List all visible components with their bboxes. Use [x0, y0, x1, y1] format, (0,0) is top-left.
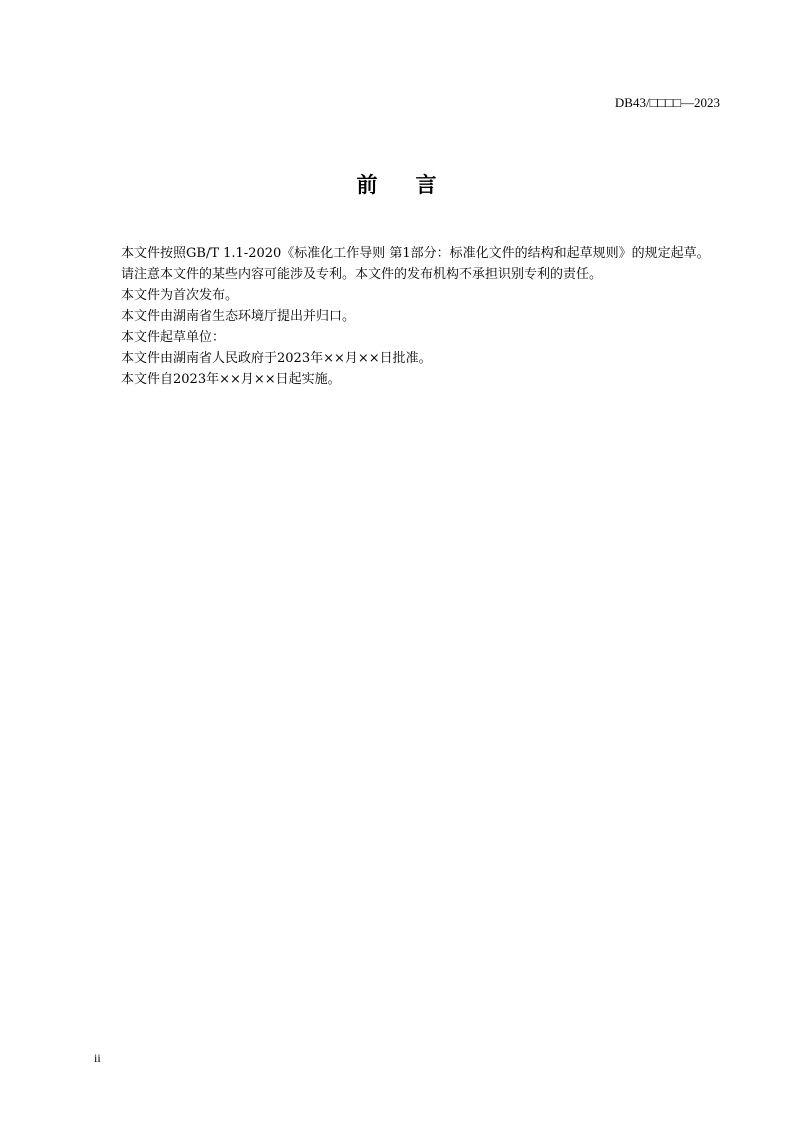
page-number: ii [94, 1051, 101, 1065]
paragraph-drafting-units: 本文件起草单位： [121, 330, 226, 345]
paragraph-approval: 本文件由湖南省人民政府于2023年××月××日批准。 [121, 351, 432, 366]
paragraph-patent-notice: 请注意本文件的某些内容可能涉及专利。本文件的发布机构不承担识别专利的责任。 [121, 267, 603, 282]
paragraph-first-release: 本文件为首次发布。 [121, 288, 239, 303]
page-title: 前言 [356, 173, 475, 197]
paragraph-proposer: 本文件由湖南省生态环境厅提出并归口。 [121, 309, 356, 324]
foreword-body [121, 243, 731, 390]
paragraph-implementation: 本文件自2023年××月××日起实施。 [121, 372, 341, 387]
paragraph-drafting-rules: 本文件按照GB/T 1.1-2020《标准化工作导则 第1部分：标准化文件的结构和起草规则》的规定起草。 [121, 246, 710, 261]
document-code: DB43/□□□□—2023 [614, 95, 720, 110]
